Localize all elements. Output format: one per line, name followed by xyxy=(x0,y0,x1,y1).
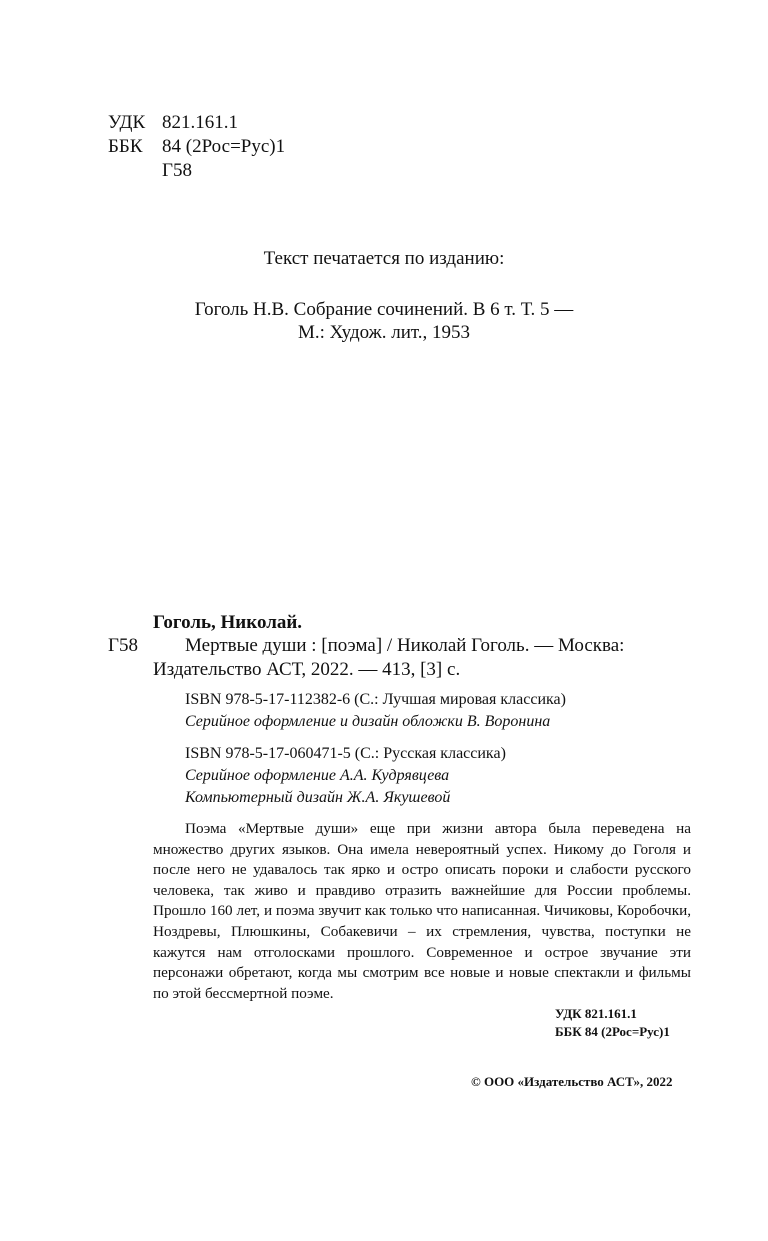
udk-label: УДК xyxy=(108,112,146,133)
record-author-mark: Г58 xyxy=(108,635,138,656)
record-title-line2: Издательство АСТ, 2022. — 413, [3] с. xyxy=(153,659,461,680)
isbn-2: ISBN 978-5-17-060471-5 (С.: Русская классика) xyxy=(185,745,506,762)
footer-bbk: ББК 84 (2Рос=Рус)1 xyxy=(555,1024,670,1039)
bbk-label: ББК xyxy=(108,136,143,157)
record-title-line1: Мертвые души : [поэма] / Николай Гоголь. — Москва: xyxy=(185,635,625,656)
isbn-1: ISBN 978-5-17-112382-6 (С.: Лучшая мировая классика) xyxy=(185,691,566,708)
footer-udk: УДК 821.161.1 xyxy=(555,1006,637,1021)
copyright: © ООО «Издательство АСТ», 2022 xyxy=(471,1074,673,1089)
isbn-1-credit: Серийное оформление и дизайн обложки В. Воронина xyxy=(185,713,551,730)
bbk-value: 84 (2Рос=Рус)1 xyxy=(162,136,286,157)
isbn-2-credit-1: Серийное оформление А.А. Кудрявцева xyxy=(185,767,450,784)
author-mark-top: Г58 xyxy=(162,160,192,181)
source-edition-line1: Гоголь Н.В. Собрание сочинений. В 6 т. Т. 5 — xyxy=(194,299,574,320)
bbk-row xyxy=(108,135,285,159)
udk-row xyxy=(108,111,238,135)
annotation-text: Поэма «Мертвые души» еще при жизни автора была переведена на множество других языков. Она имела невероятный успех. Никому до Гоголя и после него не удавалось так ярко и остро описать пороки и слабости русского человека, так живо и правдиво отразить важнейшие для России проблемы. Прошло 160 лет, и поэма звучит как только что написанная. Чичиковы, Коробочки, Ноздревы, Плюшкины, Собакевичи – их стремления, чувства, поступки не кажутся нам отголосками прошлого. Современное и острое звучание эти персонажи обретают, когда мы смотрим все новые и новые спектакли и фильмы по этой бессмертной поэме. xyxy=(153,820,691,1002)
record-author: Гоголь, Николай. xyxy=(153,612,303,633)
udk-value: 821.161.1 xyxy=(162,112,238,133)
isbn-2-credit-2: Компьютерный дизайн Ж.А. Якушевой xyxy=(185,789,451,806)
source-edition-line2: М.: Худож. лит., 1953 xyxy=(297,322,471,343)
source-edition-heading: Текст печатается по изданию: xyxy=(263,248,505,269)
